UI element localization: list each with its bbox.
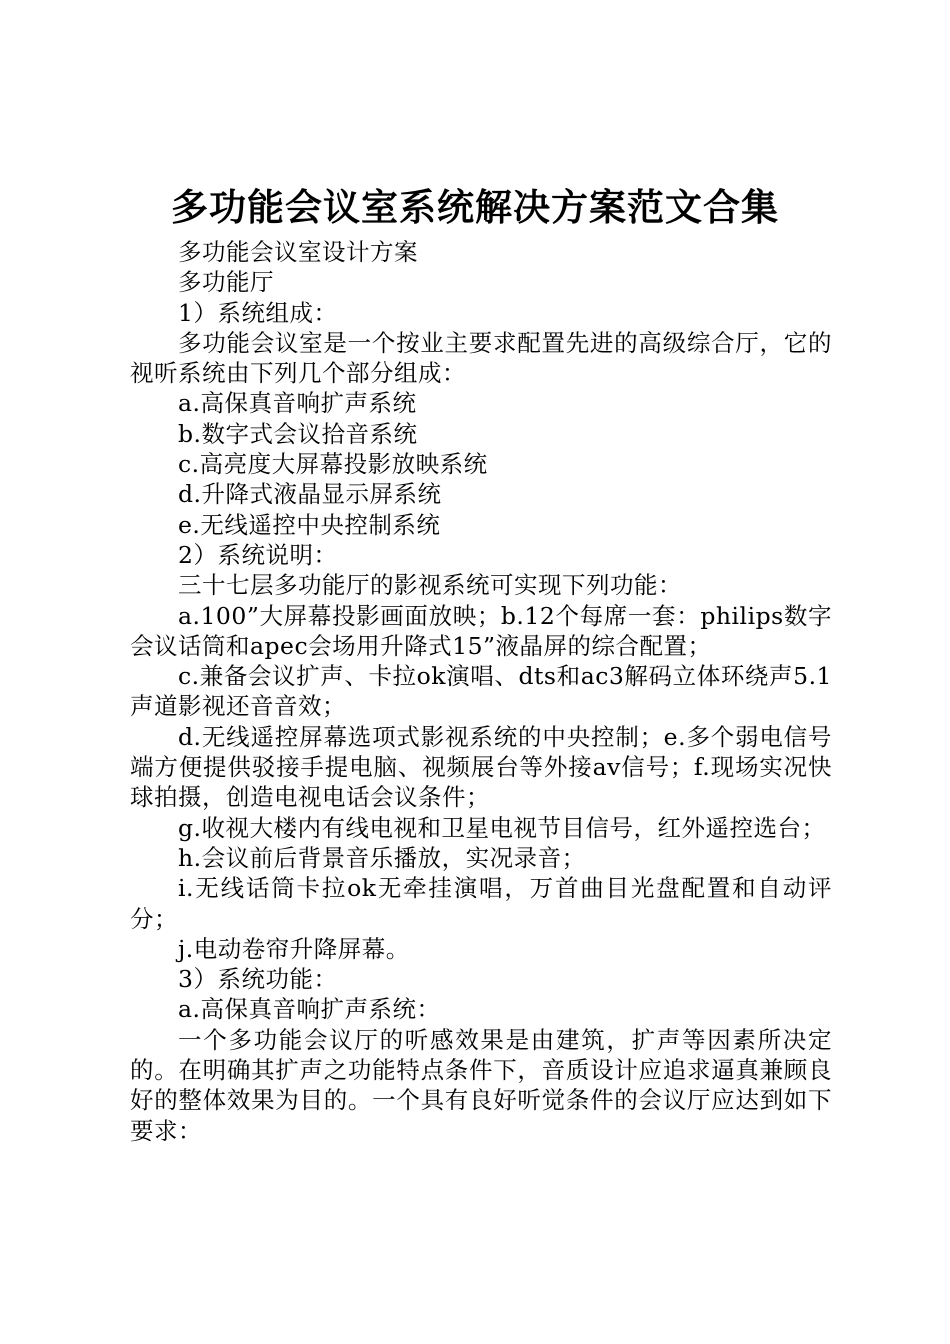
list-item-d: d.升降式液晶显示屏系统 xyxy=(178,480,442,509)
paragraph-function-j: j.电动卷帘升降屏幕。 xyxy=(178,934,410,963)
paragraph-audio-requirements: 一个多功能会议厅的听感效果是由建筑，扩声等因素所决定的。在明确其扩声之功能特点条件下，音质设计应追求逼真兼顾良好的整体效果为目的。一个具有良好听觉条件的会议厅应达到如下要求： xyxy=(130,1025,832,1145)
section-heading-composition: 1）系统组成： xyxy=(178,298,338,327)
subsection-heading-audio: a.高保真音响扩声系统： xyxy=(178,995,441,1024)
section-heading-functions: 3）系统功能： xyxy=(178,965,338,994)
paragraph-design-plan: 多功能会议室设计方案 xyxy=(178,238,418,266)
paragraph-function-a-b: a.100”大屏幕投影画面放映；b.12个每席一套：philips数字会议话筒和apec会场用升降式15”液晶屏的综合配置； xyxy=(130,601,832,660)
list-item-c: c.高亮度大屏幕投影放映系统 xyxy=(178,450,488,479)
list-item-b: b.数字式会议拾音系统 xyxy=(178,419,418,448)
paragraph-hall: 多功能厅 xyxy=(178,268,274,297)
document-body xyxy=(130,237,832,1146)
paragraph-functions-intro: 三十七层多功能厅的影视系统可实现下列功能： xyxy=(178,571,682,600)
document-title: 多功能会议室系统解决方案范文合集 xyxy=(171,186,779,229)
paragraph-function-i: i.无线话筒卡拉ok无牵挂演唱，万首曲目光盘配置和自动评分； xyxy=(130,874,832,933)
paragraph-function-g: g.收视大楼内有线电视和卫星电视节目信号，红外遥控选台； xyxy=(178,813,826,842)
paragraph-function-d-e-f: d.无线遥控屏幕选项式影视系统的中央控制；e.多个弱电信号端方便提供驳接手提电脑、视频展台等外接av信号；f.现场实况快球拍摄，创造电视电话会议条件； xyxy=(130,722,832,812)
paragraph-function-h: h.会议前后背景音乐播放，实况录音； xyxy=(178,843,586,872)
paragraph-composition-intro: 多功能会议室是一个按业主要求配置先进的高级综合厅，它的视听系统由下列几个部分组成： xyxy=(130,328,832,388)
section-heading-description: 2）系统说明： xyxy=(178,540,338,569)
list-item-e: e.无线遥控中央控制系统 xyxy=(178,510,441,539)
list-item-a: a.高保真音响扩声系统 xyxy=(178,389,417,418)
paragraph-function-c: c.兼备会议扩声、卡拉ok演唱、dts和ac3解码立体环绕声5.1声道影视还音音效； xyxy=(130,662,832,721)
